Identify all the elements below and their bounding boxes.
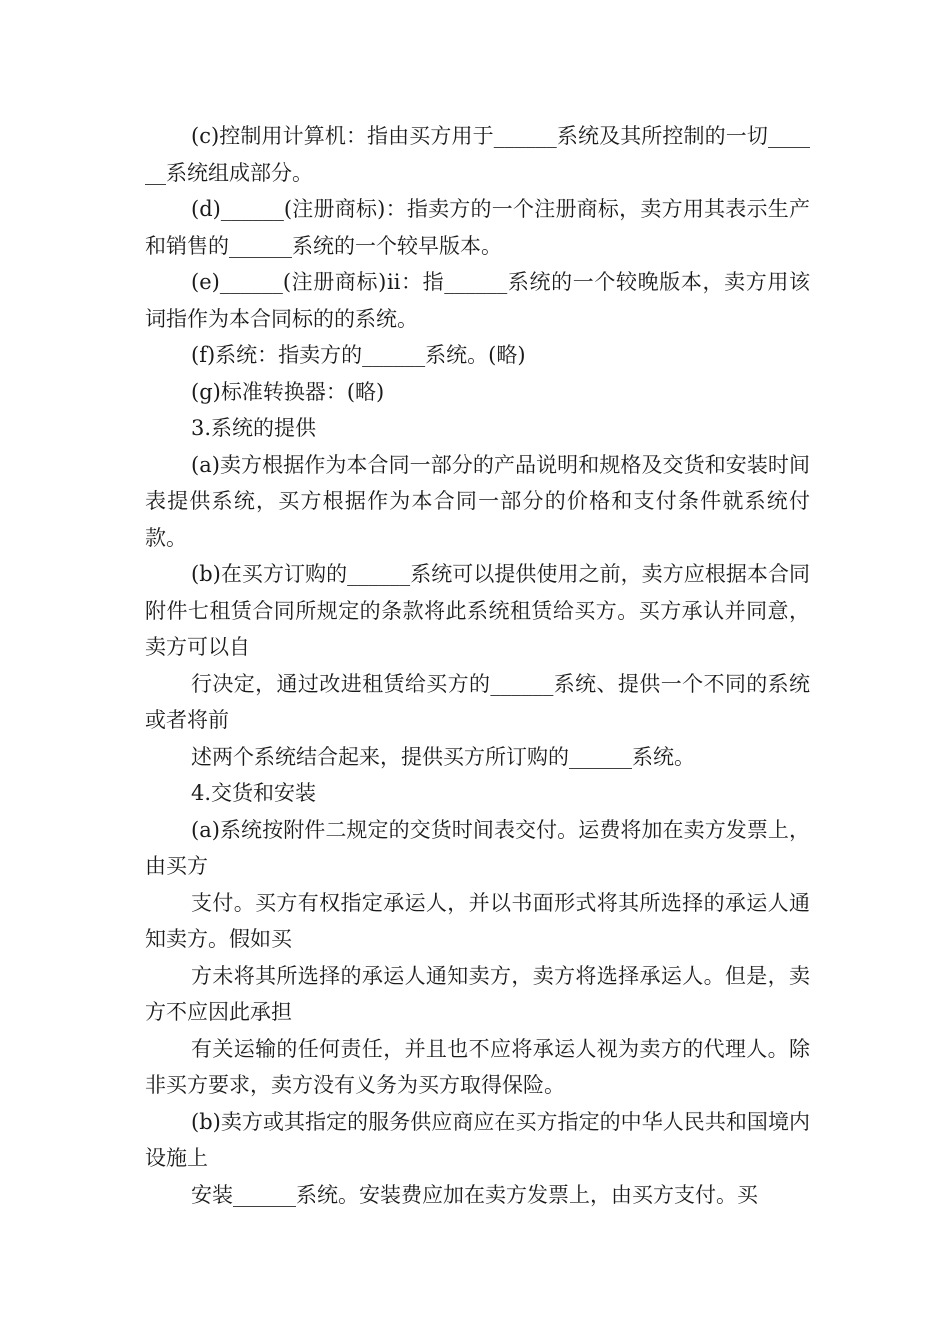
paragraph-4a-cont-3: 有关运输的任何责任，并且也不应将承运人视为卖方的代理人。除非买方要求，卖方没有义务为买方取得保险。 — [145, 1036, 810, 1097]
paragraph-4a-cont-2: 方未将其所选择的承运人通知卖方，卖方将选择承运人。但是，卖方不应因此承担 — [145, 963, 810, 1024]
section-heading-4: 4.交货和安装 — [191, 781, 317, 805]
paragraph-2f: (f)系统：指卖方的______系统。(略) — [191, 343, 526, 367]
paragraph-3a: (a)卖方根据作为本合同一部分的产品说明和规格及交货和安装时间表提供系统，买方根据作为本合同一部分的价格和支付条件就系统付款。 — [145, 452, 810, 550]
paragraph-4a: (a)系统按附件二规定的交货时间表交付。运费将加在卖方发票上，由买方 — [145, 817, 810, 878]
paragraph-4b-cont-1: 安装______系统。安装费应加在卖方发票上，由买方支付。买 — [191, 1182, 758, 1207]
paragraph-2c: (c)控制用计算机：指由买方用于______系统及其所控制的一切______系统组成部分。 — [145, 124, 810, 185]
document-page — [145, 118, 810, 1213]
paragraph-3b-cont-2: 述两个系统结合起来，提供买方所订购的______系统。 — [191, 744, 695, 769]
paragraph-2e: (e)______(注册商标)ⅱ：指______系统的一个较晚版本，卖方用该词指作为本合同标的的系统。 — [145, 270, 810, 331]
paragraph-3b: (b)在买方订购的______系统可以提供使用之前，卖方应根据本合同附件七租赁合同所规定的条款将此系统租赁给买方。买方承认并同意，卖方可以自 — [145, 562, 810, 659]
paragraph-3b-cont-1: 行决定，通过改进租赁给买方的______系统、提供一个不同的系统或者将前 — [145, 671, 810, 732]
paragraph-2d: (d)______(注册商标)：指卖方的一个注册商标，卖方用其表示生产和销售的______系统的一个较早版本。 — [145, 197, 810, 258]
section-heading-3: 3.系统的提供 — [191, 416, 317, 440]
paragraph-4b: (b)卖方或其指定的服务供应商应在买方指定的中华人民共和国境内设施上 — [145, 1109, 810, 1170]
paragraph-4a-cont-1: 支付。买方有权指定承运人，并以书面形式将其所选择的承运人通知卖方。假如买 — [145, 890, 810, 951]
paragraph-2g: (g)标准转换器：(略) — [191, 379, 385, 404]
